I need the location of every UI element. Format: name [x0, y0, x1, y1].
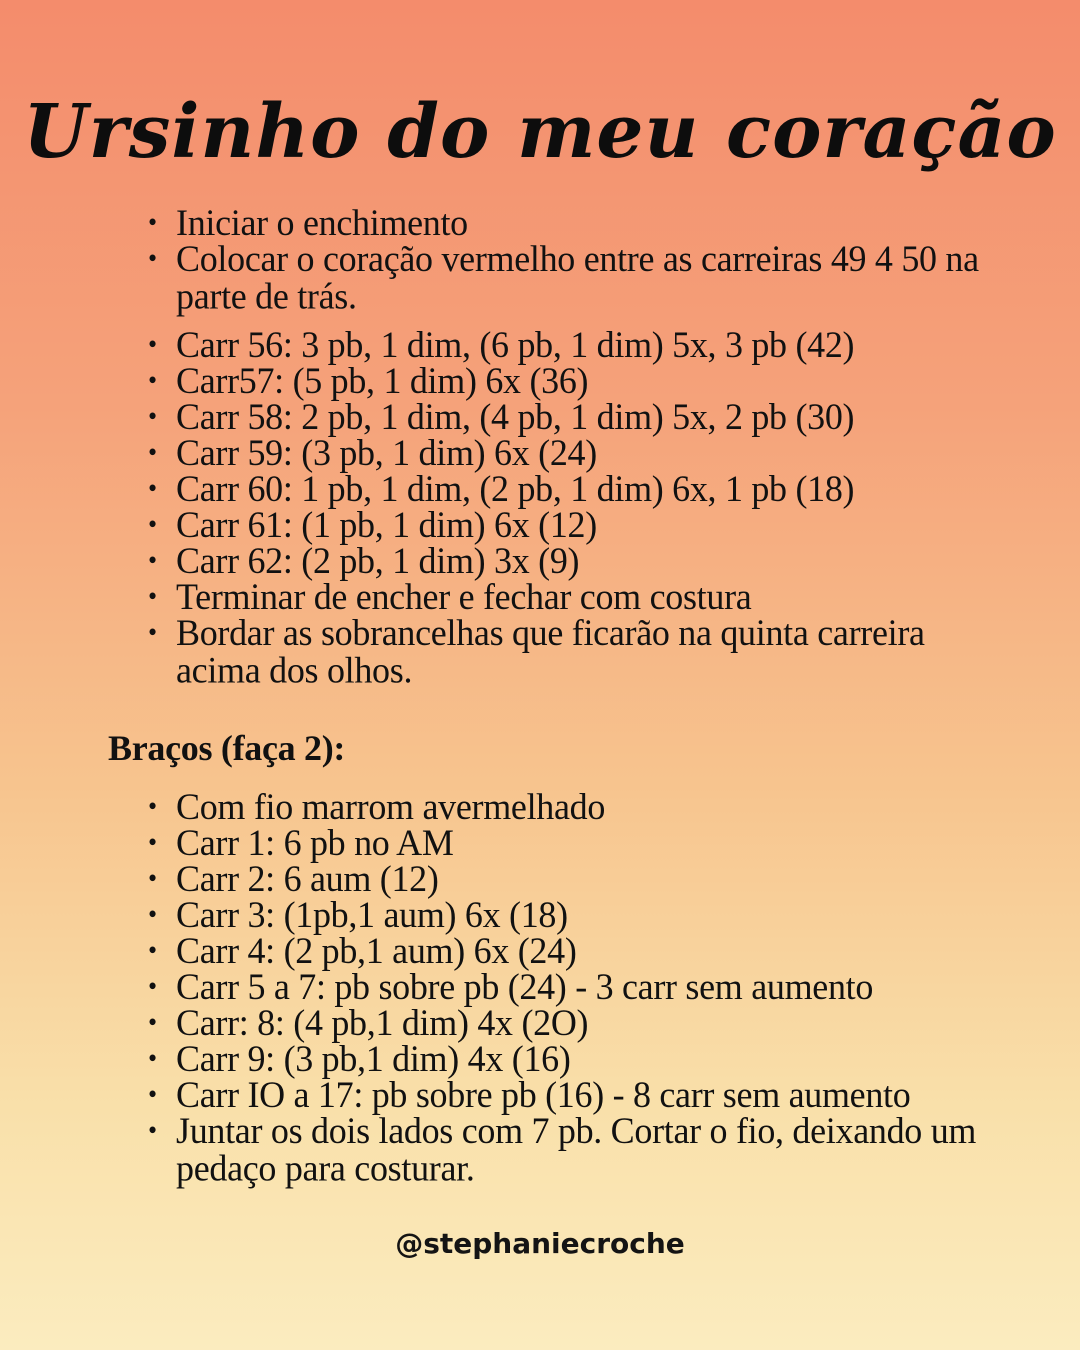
list-item: • Carr 62: (2 pb, 1 dim) 3x (9) — [176, 542, 996, 579]
arms-section-heading: Braços (faça 2): — [108, 728, 346, 768]
list-item: • Carr 60: 1 pb, 1 dim, (2 pb, 1 dim) 6x, 1 pb (18) — [176, 470, 996, 507]
list-item: • Carr 56: 3 pb, 1 dim, (6 pb, 1 dim) 5x, 3 pb (42) — [176, 326, 996, 363]
list-item: • Carr: 8: (4 pb,1 dim) 4x (2O) — [176, 1004, 996, 1041]
list-item: • Carr 59: (3 pb, 1 dim) 6x (24) — [176, 434, 996, 471]
list-item: • Carr 61: (1 pb, 1 dim) 6x (12) — [176, 506, 996, 543]
list-item: • Terminar de encher e fechar com costura — [176, 578, 996, 615]
list-item: • Com fio marrom avermelhado — [176, 788, 996, 825]
intro-steps-list — [176, 201, 996, 691]
list-item: • Carr 3: (1pb,1 aum) 6x (18) — [176, 896, 996, 933]
list-item: • Carr IO a 17: pb sobre pb (16) - 8 carr sem aumento — [176, 1076, 996, 1113]
list-item: • Iniciar o enchimento — [176, 204, 996, 241]
list-item: • Colocar o coração vermelho entre as carreiras 49 4 50 na parte de trás. — [176, 240, 996, 315]
list-item: • Carr57: (5 pb, 1 dim) 6x (36) — [176, 362, 996, 399]
author-handle: @stephaniecroche — [395, 1227, 685, 1260]
list-item: • Carr 58: 2 pb, 1 dim, (4 pb, 1 dim) 5x, 2 pb (30) — [176, 398, 996, 435]
list-item: • Bordar as sobrancelhas que ficarão na quinta carreira acima dos olhos. — [176, 614, 996, 689]
list-item: • Carr 5 a 7: pb sobre pb (24) - 3 carr sem aumento — [176, 968, 996, 1005]
arms-steps-list — [176, 785, 996, 1189]
list-item: • Carr 4: (2 pb,1 aum) 6x (24) — [176, 932, 996, 969]
page-title: Ursinho do meu coração — [23, 89, 1057, 175]
list-item: • Carr 2: 6 aum (12) — [176, 860, 996, 897]
list-item: • Carr 1: 6 pb no AM — [176, 824, 996, 861]
list-item: • Carr 9: (3 pb,1 dim) 4x (16) — [176, 1040, 996, 1077]
list-item: • Juntar os dois lados com 7 pb. Cortar o fio, deixando um pedaço para costurar. — [176, 1112, 996, 1187]
